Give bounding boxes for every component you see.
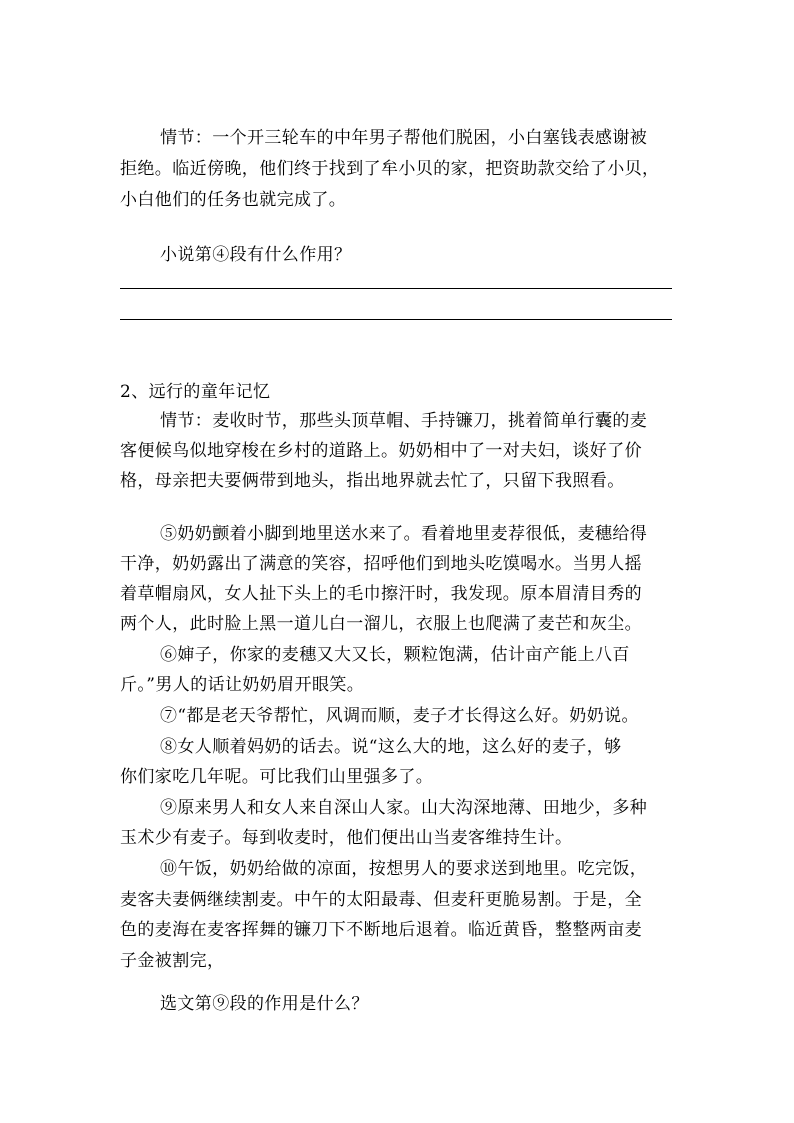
paragraph-line: ⑧女人顺着妈奶的话去。说“这么大的地，这么好的麦子，够 xyxy=(160,737,622,757)
paragraph-line: ⑦“都是老天爷帮忙，风调而顺，麦子才长得这么好。奶奶说。 xyxy=(160,706,639,726)
paragraph-line: ⑥婶子，你家的麦穗又大又长，颗粒饱满，估计亩产能上八百 xyxy=(160,645,630,665)
paragraph-line: 玉术少有麦子。每到收麦时，他们便出山当麦客维持生计。 xyxy=(120,828,573,848)
plot-line-2: 拒绝。临近傍晚，他们终于找到了牟小贝的家，把资助款交给了小贝， xyxy=(120,159,660,179)
paragraph-line: 斤。”男人的话让奶奶眉开眼笑。 xyxy=(120,675,365,695)
paragraph-line: ⑤奶奶颤着小脚到地里送水来了。看着地里麦荐很低，麦穗给得 xyxy=(160,524,648,544)
paragraph-line: ⑩午饭，奶奶给做的凉面，按想男人的要求送到地里。吃完饭， xyxy=(160,859,648,879)
plot-line-3: 小白他们的任务也就完成了。 xyxy=(120,190,347,210)
question-paragraph-9: 选文第⑨段的作用是什么？ xyxy=(160,994,369,1014)
paragraph-line: 着草帽扇风，女人扯下头上的毛巾擦汗时，我发现。原本眉清目秀的 xyxy=(120,584,642,604)
paragraph-line: 麦客夫妻俩继续割麦。中午的太阳最毒、但麦秆更脆易割。于是，全 xyxy=(120,890,642,910)
plot-line-1: 情节：一个开三轮车的中年男子帮他们脱困，小白塞钱表感谢被 xyxy=(160,128,648,148)
plot2-line-3: 格，母亲把夫要俩带到地头，指出地界就去忙了，只留下我照看。 xyxy=(120,471,625,491)
answer-line-1[interactable] xyxy=(120,288,672,289)
answer-line-2[interactable] xyxy=(120,319,672,320)
paragraph-line: ⑨原来男人和女人来自深山人家。山大沟深地薄、田地少，多种 xyxy=(160,798,648,818)
section-heading: 2、远行的童年记忆 xyxy=(120,382,271,402)
paragraph-line: 子金被割完， xyxy=(120,951,225,971)
paragraph-line: 两个人，此时脸上黑一道儿白一溜儿，衣服上也爬满了麦芒和灰尘。 xyxy=(120,614,642,634)
question-paragraph-4: 小说第④段有什么作用？ xyxy=(160,245,352,265)
plot2-line-1: 情节：麦收时节，那些头顶草帽、手持镰刀，挑着简单行囊的麦 xyxy=(160,411,648,431)
paragraph-line: 色的麦海在麦客挥舞的镰刀下不断地后退着。临近黄昏，整整两亩麦 xyxy=(120,920,642,940)
plot2-line-2: 客便候鸟似地穿梭在乡村的道路上。奶奶相中了一对夫妇，谈好了价 xyxy=(120,441,642,461)
paragraph-line: 干净，奶奶露出了满意的笑容，招呼他们到地头吃馍喝水。当男人摇 xyxy=(120,554,642,574)
paragraph-line: 你们家吃几年呢。可比我们山里强多了。 xyxy=(120,767,434,787)
